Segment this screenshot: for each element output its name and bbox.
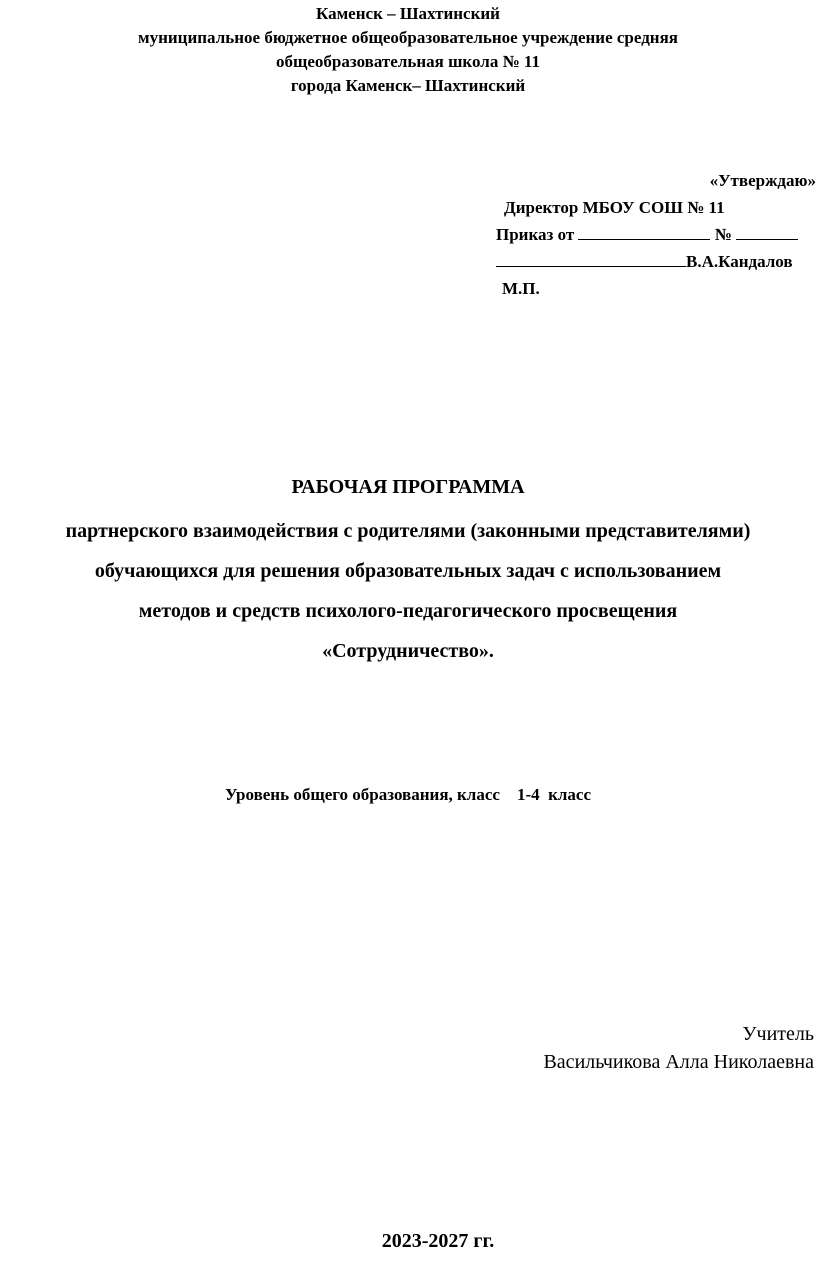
order-label: Приказ от — [496, 225, 575, 244]
signature-blank — [496, 252, 686, 267]
program-years: 2023-2027 гг. — [381, 1230, 495, 1252]
education-level: Уровень общего образования, класс 1-4 класс — [224, 785, 592, 804]
program-description-line-1: партнерского взаимодействия с родителями (законными представителями) — [65, 520, 751, 542]
approval-block — [480, 167, 816, 302]
order-number-blank — [736, 225, 798, 240]
approval-title: «Утверждаю» — [709, 171, 816, 190]
teacher-role: Учитель — [742, 1023, 814, 1045]
header-city-line: города Каменск– Шахтинский — [290, 76, 526, 95]
program-heading: РАБОЧАЯ ПРОГРАММА — [291, 476, 525, 498]
header-institution-line-2: общеобразовательная школа № 11 — [276, 52, 540, 71]
header-city: Каменск – Шахтинский — [316, 4, 500, 23]
order-number-label: № — [714, 225, 732, 244]
signature-name: В.А.Кандалов — [686, 252, 793, 271]
approval-signature-row — [480, 248, 816, 275]
program-description-line-4: «Сотрудничество». — [322, 640, 494, 662]
order-date-blank — [578, 225, 710, 240]
approval-stamp: М.П. — [502, 279, 540, 298]
school-header — [0, 2, 816, 98]
program-description-line-3: методов и средств психолого-педагогического просвещения — [138, 600, 678, 622]
approval-director: Директор МБОУ СОШ № 11 — [504, 198, 725, 217]
program-title-block — [0, 474, 816, 671]
approval-order-row — [480, 221, 816, 248]
teacher-block — [543, 1020, 814, 1076]
header-institution-line-1: муниципальное бюджетное общеобразовательное учреждение средняя — [138, 28, 678, 47]
program-description-line-2: обучающихся для решения образовательных задач с использованием — [94, 560, 722, 582]
teacher-name: Васильчикова Алла Николаевна — [543, 1051, 814, 1073]
